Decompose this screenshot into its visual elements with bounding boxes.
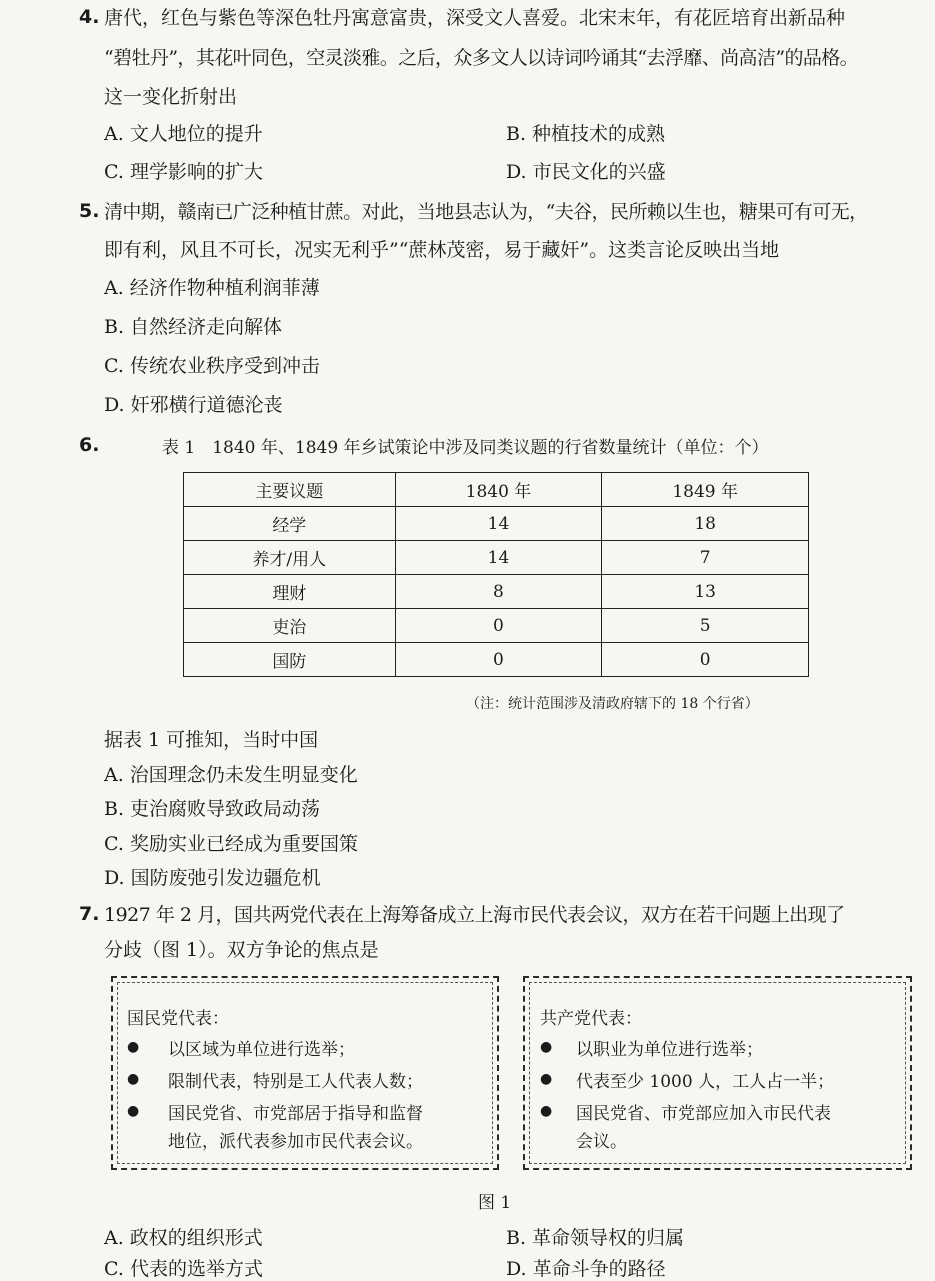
table-row	[184, 609, 809, 643]
table-cell-1840: 14	[395, 541, 602, 575]
q5-stem-line-1: 清中期，赣南已广泛种植甘蔗。对此，当地县志认为，“夫谷，民所赖以生也，糖果可有可无，	[104, 201, 868, 223]
q5-option-c[interactable]: C. 传统农业秩序受到冲击	[104, 355, 320, 377]
table-cell-1849: 0	[602, 643, 809, 677]
bullet-icon: ●	[540, 1039, 553, 1055]
ccp-box-title: 共产党代表：	[540, 1009, 642, 1029]
table-cell-1840: 14	[395, 507, 602, 541]
table-cell-topic: 理财	[184, 575, 396, 609]
q5-stem-line-2: 即有利，风且不可长，况实无利乎”“蔗林茂密，易于藏奸”。这类言论反映出当地	[104, 239, 780, 261]
ccp-item-3-line-1: 国民党省、市党部应加入市民代表	[576, 1104, 831, 1124]
q6-table-caption: 表 1 1840 年、1849 年乡试策论中涉及同类议题的行省数量统计（单位：个）	[162, 438, 769, 458]
q6-option-d[interactable]: D. 国防废弛引发边疆危机	[104, 867, 321, 889]
q6-statistics-table	[183, 472, 809, 677]
q4-option-a[interactable]: A. 文人地位的提升	[104, 123, 263, 145]
table-cell-1849: 18	[602, 507, 809, 541]
q7-stem-line-1: 1927 年 2 月，国共两党代表在上海筹备成立上海市民代表会议，双方在若干问题上出现了	[104, 904, 845, 926]
table-cell-topic: 国防	[184, 643, 396, 677]
table-cell-1840: 8	[395, 575, 602, 609]
table-header-1840: 1840 年	[395, 473, 602, 507]
table-header-row	[184, 473, 809, 507]
q6-option-b[interactable]: B. 吏治腐败导致政局动荡	[104, 798, 321, 820]
table-cell-1840: 0	[395, 643, 602, 677]
table-row	[184, 507, 809, 541]
q4-stem-line-1: 唐代，红色与紫色等深色牡丹寓意富贵，深受文人喜爱。北宋末年，有花匠培育出新品种	[104, 7, 846, 29]
bullet-icon: ●	[127, 1071, 140, 1087]
bullet-icon: ●	[127, 1103, 140, 1119]
table-cell-1849: 5	[602, 609, 809, 643]
kmt-item-2: 限制代表，特别是工人代表人数；	[168, 1072, 423, 1092]
figure-1-caption: 图 1	[478, 1193, 512, 1213]
kmt-item-3-line-1: 国民党省、市党部居于指导和监督	[168, 1104, 423, 1124]
kmt-item-1: 以区域为单位进行选举；	[168, 1040, 355, 1060]
table-cell-1849: 7	[602, 541, 809, 575]
q4-number: 4.	[79, 6, 100, 28]
q5-option-d[interactable]: D. 奸邪横行道德沦丧	[104, 394, 283, 416]
q6-table-note: （注：统计范围涉及清政府辖下的 18 个行省）	[466, 696, 759, 712]
bullet-icon: ●	[540, 1071, 553, 1087]
q7-option-b[interactable]: B. 革命领导权的归属	[506, 1227, 685, 1249]
q7-option-d[interactable]: D. 革命斗争的路径	[506, 1258, 666, 1280]
bullet-icon: ●	[127, 1039, 140, 1055]
q7-option-c[interactable]: C. 代表的选举方式	[104, 1258, 263, 1280]
table-row	[184, 643, 809, 677]
q7-number: 7.	[79, 903, 100, 925]
q4-option-d[interactable]: D. 市民文化的兴盛	[506, 161, 666, 183]
q6-option-a[interactable]: A. 治国理念仍未发生明显变化	[104, 764, 358, 786]
table-cell-topic: 养才/用人	[184, 541, 396, 575]
q4-option-c[interactable]: C. 理学影响的扩大	[104, 161, 263, 183]
ccp-item-1: 以职业为单位进行选举；	[576, 1040, 763, 1060]
table-cell-topic: 经学	[184, 507, 396, 541]
ccp-item-2: 代表至少 1000 人，工人占一半；	[576, 1072, 835, 1092]
table-row	[184, 575, 809, 609]
ccp-item-3-line-2: 会议。	[576, 1132, 627, 1152]
table-cell-1840: 0	[395, 609, 602, 643]
table-header-1849: 1849 年	[602, 473, 809, 507]
q5-option-a[interactable]: A. 经济作物种植利润菲薄	[104, 277, 320, 299]
q7-stem-line-2: 分歧（图 1）。双方争论的焦点是	[104, 939, 379, 961]
table-row	[184, 541, 809, 575]
q4-option-b[interactable]: B. 种植技术的成熟	[506, 123, 666, 145]
q5-option-b[interactable]: B. 自然经济走向解体	[104, 316, 283, 338]
q4-stem-line-2: “碧牡丹”，其花叶同色，空灵淡雅。之后，众多文人以诗词吟诵其“去浮靡、尚高洁”的品格。	[104, 47, 859, 69]
kmt-item-3-line-2: 地位，派代表参加市民代表会议。	[168, 1132, 423, 1152]
kmt-box-title: 国民党代表：	[127, 1009, 229, 1029]
q7-option-a[interactable]: A. 政权的组织形式	[104, 1227, 263, 1249]
q4-stem-line-3: 这一变化折射出	[104, 86, 238, 108]
table-cell-topic: 吏治	[184, 609, 396, 643]
bullet-icon: ●	[540, 1103, 553, 1119]
q6-number: 6.	[79, 434, 100, 456]
table-header-topic: 主要议题	[184, 473, 396, 507]
table-cell-1849: 13	[602, 575, 809, 609]
q6-option-c[interactable]: C. 奖励实业已经成为重要国策	[104, 833, 358, 855]
q6-stem: 据表 1 可推知，当时中国	[104, 729, 319, 751]
q5-number: 5.	[79, 200, 100, 222]
